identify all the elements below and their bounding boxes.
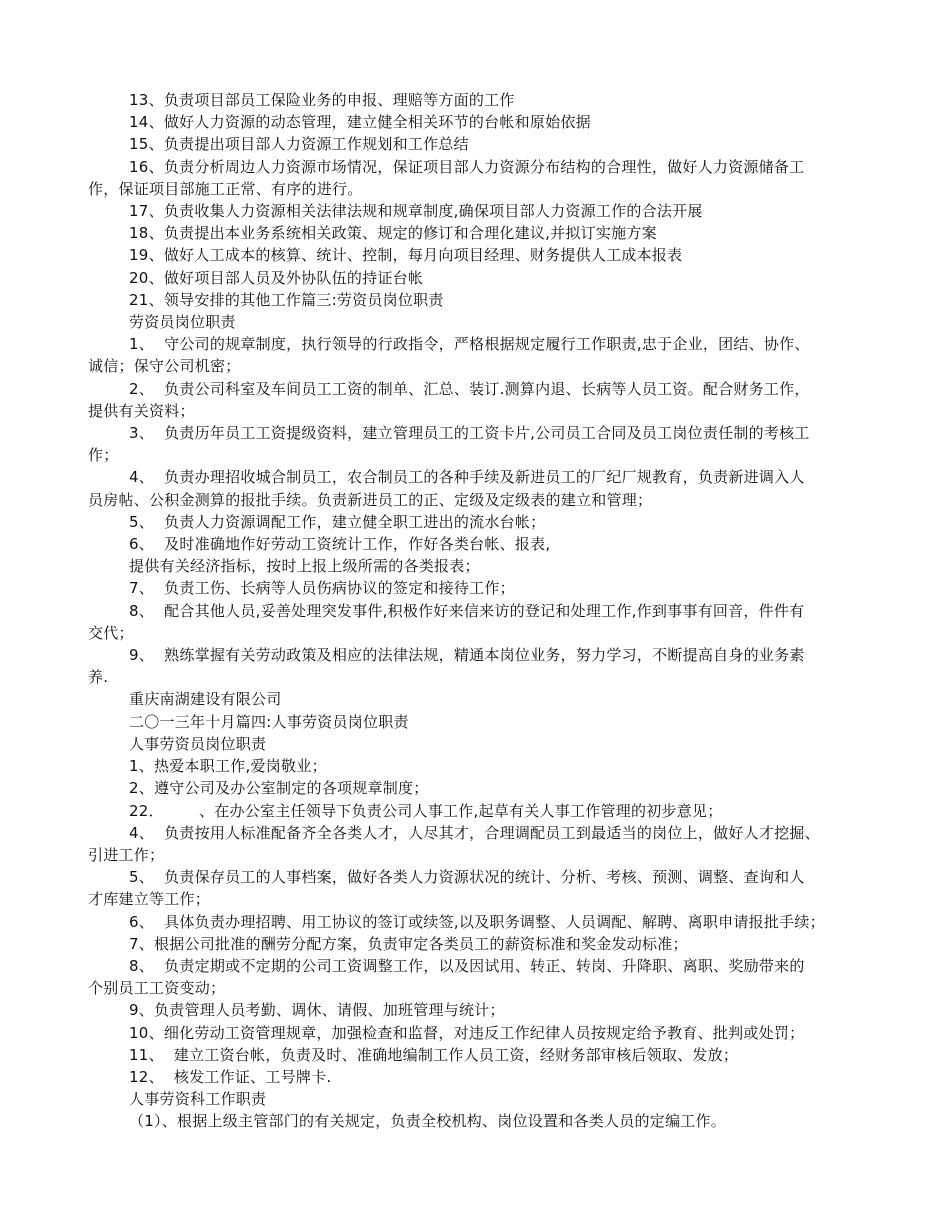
text-line: 5、 负责人力资源调配工作，建立健全职工进出的流水台帐； — [129, 512, 546, 531]
document-body — [88, 89, 863, 1133]
text-line: 3、 负责历年员工工资提级资料，建立管理员工的工资卡片,公司员工合同及员工岗位责任制的考核工 — [129, 424, 810, 443]
text-line: 5、 负责保存员工的人事档案，做好各类人力资源状况的统计、分析、考核、预测、调整、查询和人 — [129, 868, 805, 887]
text-line: 提供有关资料； — [88, 401, 195, 420]
text-line: 提供有关经济指标，按时上报上级所需的各类报表； — [129, 557, 480, 576]
text-line: 人事劳资科工作职责 — [129, 1090, 267, 1109]
text-line: （1）、根据上级主管部门的有关规定，负责全校机构、岗位设置和各类人员的定编工作。 — [129, 1112, 727, 1131]
text-line: 作，保证项目部施工正常、有序的进行。 — [88, 179, 363, 198]
text-line: 重庆南湖建设有限公司 — [129, 690, 282, 709]
text-line: 引进工作； — [88, 845, 165, 864]
text-line: 1、 守公司的规章制度，执行领导的行政指令，严格根据规定履行工作职责,忠于企业，团结、协作、 — [129, 335, 810, 354]
text-line: 11、 建立工资台帐，负责及时、准确地编制工作人员工资，经财务部审核后领取、发放； — [129, 1045, 739, 1064]
text-line: 4、 负责办理招收城合制员工，农合制员工的各种手续及新进员工的厂纪厂规教育，负责新进调入人 — [129, 468, 805, 487]
text-line: 18、负责提出本业务系统相关政策、规定的修订和合理化建议,并拟订实施方案 — [129, 224, 657, 243]
text-line: 8、 负责定期或不定期的公司工资调整工作，以及因试用、转正、转岗、升降职、离职、奖励带来的 — [129, 956, 805, 975]
text-line: 交代； — [88, 623, 134, 642]
text-line: 7、根据公司批准的酬劳分配方案，负责审定各类员工的薪资标准和奖金发动标准； — [129, 934, 688, 953]
text-line: 20、做好项目部人员及外协队伍的持证台帐 — [129, 268, 424, 287]
text-line: 二〇一三年十月篇四:人事劳资员岗位职责 — [129, 712, 409, 731]
text-line: 12、 核发工作证、工号牌卡. — [129, 1067, 332, 1086]
text-line: 诚信；保守公司机密； — [88, 357, 241, 376]
text-line: 16、负责分析周边人力资源市场情况，保证项目部人力资源分布结构的合理性，做好人力资源储备工 — [129, 157, 805, 176]
text-line: 9、 熟练掌握有关劳动政策及相应的法律法规，精通本岗位业务，努力学习，不断提高自身的业务素 — [129, 646, 805, 665]
text-line: 人事劳资员岗位职责 — [129, 734, 267, 753]
text-line: 2、 负责公司科室及车间员工工资的制单、汇总、装订.测算内退、长病等人员工资。配合财务工作， — [129, 379, 810, 398]
text-line: 15、负责提出项目部人力资源工作规划和工作总结 — [129, 135, 469, 154]
text-line: 2、遵守公司及办公室制定的各项规章制度； — [129, 779, 429, 798]
text-line: 1、热爱本职工作,爱岗敬业； — [129, 757, 327, 776]
text-line: 6、 及时准确地作好劳动工资统计工作，作好各类台帐、报表, — [129, 535, 551, 554]
text-line: 员房帖、公积金测算的报批手续。负责新进员工的正、定级及定级表的建立和管理； — [88, 490, 653, 509]
text-line: 养. — [88, 668, 109, 687]
text-line: 21、领导安排的其他工作篇三:劳资员岗位职责 — [129, 290, 444, 309]
text-line: 19、做好人工成本的核算、统计、控制，每月向项目经理、财务提供人工成本报表 — [129, 246, 683, 265]
text-line: 个别员工工资变动； — [88, 979, 226, 998]
text-line: 10、细化劳动工资管理规章，加强检查和监督，对违反工作纪律人员按规定给予教育、批判或处罚； — [129, 1023, 805, 1042]
text-line: 7、 负责工伤、长病等人员伤病协议的签定和接待工作； — [129, 579, 515, 598]
text-line: 17、负责收集人力资源相关法律法规和规章制度,确保项目部人力资源工作的合法开展 — [129, 202, 703, 221]
text-line: 22． 、在办公室主任领导下负责公司人事工作,起草有关人事工作管理的初步意见； — [129, 801, 723, 820]
text-line: 13、负责项目部员工保险业务的申报、理赔等方面的工作 — [129, 91, 515, 109]
text-line: 才库建立等工作； — [88, 890, 211, 909]
text-line: 9、负责管理人员考勤、调休、请假、加班管理与统计； — [129, 1001, 505, 1020]
text-line: 4、 负责按用人标准配备齐全各类人才，人尽其才，合理调配员工到最适当的岗位上，做好人才挖掘、 — [129, 823, 820, 842]
text-line: 8、 配合其他人员,妥善处理突发事件,积极作好来信来访的登记和处理工作,作到事事有回音，件件有 — [129, 601, 805, 620]
text-line: 6、 具体负责办理招聘、用工协议的签订或续签,以及职务调整、人员调配、解聘、离职申请报批手续； — [129, 912, 825, 931]
text-line: 劳资员岗位职责 — [129, 313, 236, 332]
text-line: 作； — [88, 446, 119, 465]
text-line: 14、做好人力资源的动态管理，建立健全相关环节的台帐和原始依据 — [129, 113, 591, 132]
